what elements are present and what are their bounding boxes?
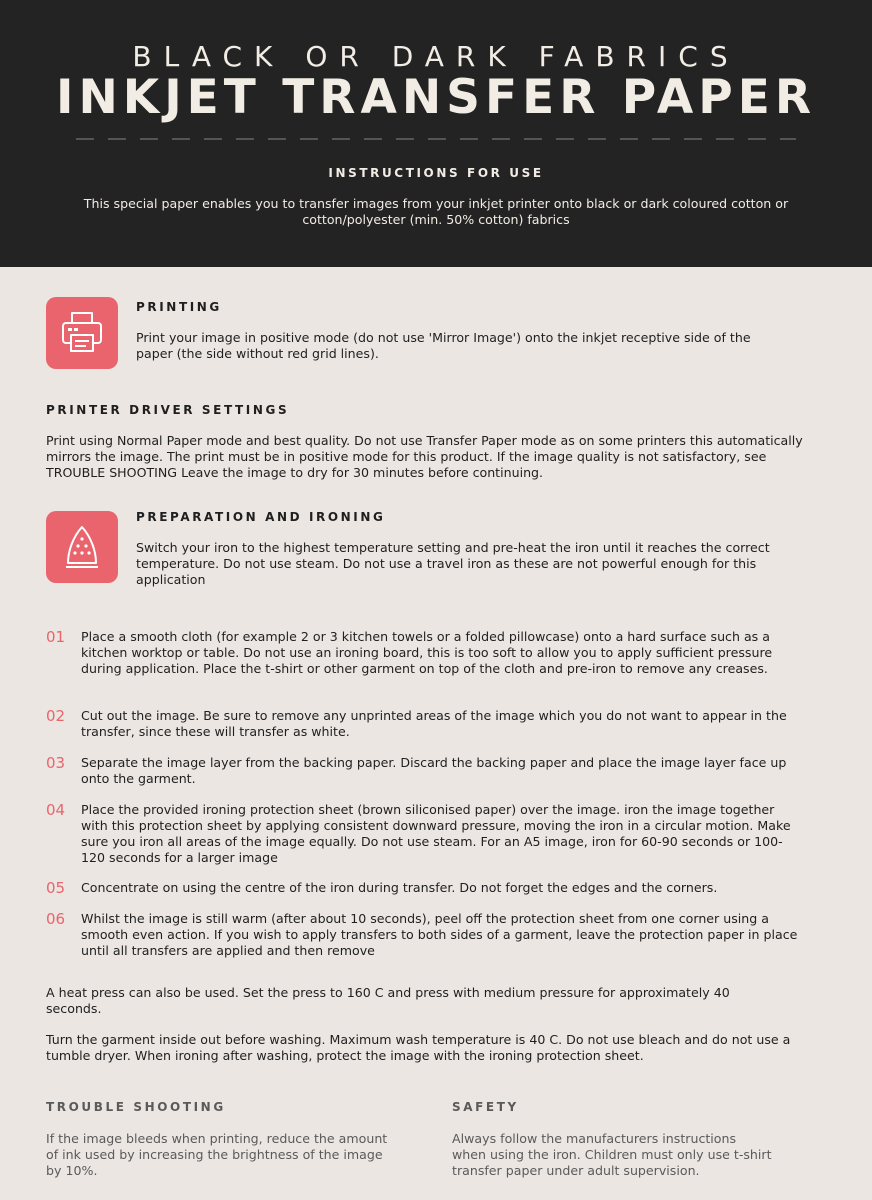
- washing-text: Turn the garment inside out before washing. Maximum wash temperature is 40 C. Do not use bleach and do not use a tumble dryer. When ironing after washing, protect the image with the ironing protection sheet.: [46, 1032, 791, 1063]
- trouble-shooting-text: If the image bleeds when printing, reduce the amount of ink used by increasing the brightness of the image by 10%.: [46, 1131, 388, 1178]
- step-number: 05: [46, 879, 66, 897]
- step-number: 03: [46, 754, 66, 772]
- printing-heading: PRINTING: [136, 300, 222, 314]
- dashed-divider: [76, 138, 796, 140]
- preparation-text: Switch your iron to the highest temperature setting and pre-heat the iron until it reaches the correct temperature. Do not use steam. Do not use a travel iron as these are not powerful enough for this application: [136, 540, 770, 587]
- step-text: Place the provided ironing protection sheet (brown siliconised paper) over the image. iron the image together with this protection sheet by applying consistent downward pressure, moving the iron in a circular motion. Make sure you iron all areas of the image equally. Do not use steam. For an A5 image, iron for 60-90 seconds or 100-120 seconds for a larger image: [81, 802, 791, 865]
- step-number: 02: [46, 707, 66, 725]
- safety-text: Always follow the manufacturers instructions when using the iron. Children must only use t-shirt transfer paper under adult supervision.: [452, 1131, 772, 1178]
- trouble-shooting-heading: TROUBLE SHOOTING: [46, 1100, 226, 1114]
- driver-heading: PRINTER DRIVER SETTINGS: [46, 403, 290, 417]
- intro-text: This special paper enables you to transfer images from your inkjet printer onto black or dark coloured cotton or cotton/polyester (min. 50% cotton) fabrics: [83, 196, 789, 227]
- printing-text: Print your image in positive mode (do not use 'Mirror Image') onto the inkjet receptive side of the paper (the side without red grid lines).: [136, 330, 751, 361]
- step-text: Cut out the image. Be sure to remove any unprinted areas of the image which you do not want to appear in the transfer, since these will transfer as white.: [81, 708, 787, 739]
- step-number: 04: [46, 801, 66, 819]
- page-title: INKJET TRANSFER PAPER: [55, 70, 817, 125]
- safety-heading: SAFETY: [452, 1100, 519, 1114]
- step-text: Separate the image layer from the backing paper. Discard the backing paper and place the image layer face up onto the garment.: [81, 755, 787, 786]
- step-text: Place a smooth cloth (for example 2 or 3 kitchen towels or a folded pillowcase) onto a hard surface such as a kitchen worktop or table. Do not use an ironing board, this is too soft to allow you to apply sufficient pressure during application. Place the t-shirt or other garment on top of the cloth and pre-iron to remove any creases.: [81, 629, 773, 676]
- step-number: 06: [46, 910, 66, 928]
- step-text: Whilst the image is still warm (after about 10 seconds), peel off the protection sheet from one corner using a smooth even action. If you wish to apply transfers to both sides of a garment, leave the protection paper in place until all transfers are applied and then remove: [81, 911, 798, 958]
- fabric-subtitle: BLACK OR DARK FABRICS: [132, 40, 740, 73]
- step-text: Concentrate on using the centre of the iron during transfer. Do not forget the edges and the corners.: [81, 880, 718, 895]
- step-number: 01: [46, 628, 66, 646]
- instructions-heading: INSTRUCTIONS FOR USE: [328, 166, 544, 180]
- iron-icon: [46, 511, 118, 583]
- preparation-heading: PREPARATION AND IRONING: [136, 510, 386, 524]
- driver-text: Print using Normal Paper mode and best quality. Do not use Transfer Paper mode as on some printers this automatically mirrors the image. The print must be in positive mode for this product. If the image quality is not satisfactory, see TROUBLE SHOOTING Leave the image to dry for 30 minutes before continuing.: [46, 433, 803, 480]
- printer-icon: [46, 297, 118, 369]
- header-banner: [0, 0, 872, 267]
- heat-press-text: A heat press can also be used. Set the press to 160 C and press with medium pressure for approximately 40 seconds.: [46, 985, 730, 1016]
